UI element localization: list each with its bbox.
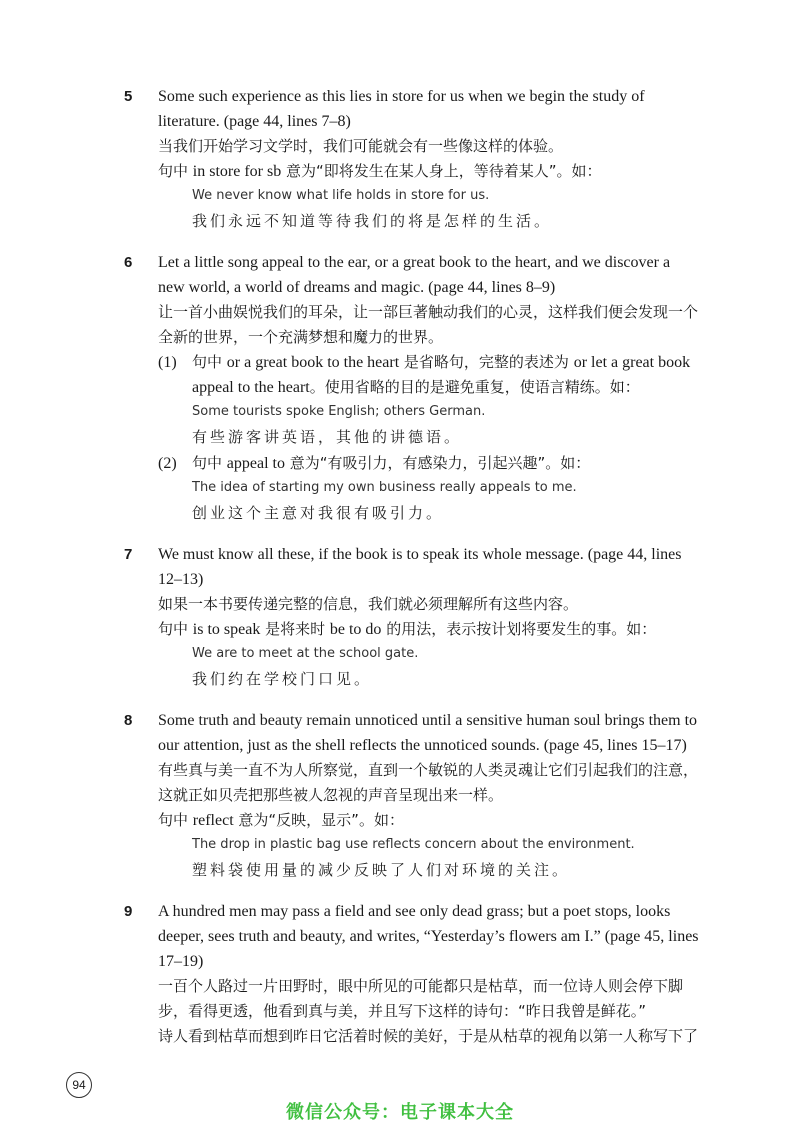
- key-phrase: reflect: [192, 812, 234, 829]
- english-sentence: Let a little song appeal to the ear, or a great book to the heart, and we discover a new world, a world of dreams and magic. (page 44, lines 8–9): [158, 254, 671, 296]
- explanation: 句中 or a great book to the heart 是省略句，完整的表述为 or let a great book appeal to the heart。使用省略的目的是避免重复，使语言精练。如：: [192, 353, 691, 396]
- explanation: 句中 appeal to 意为“有吸引力，有感染力，引起兴趣”。如：: [192, 454, 591, 472]
- explanation-continued: 诗人看到枯草而想到昨日它活着时候的美好，于是从枯草的视角以第一人称写下了: [158, 1027, 699, 1045]
- english-sentence: Some such experience as this lies in store for us when we begin the study of literature. (page 44, lines 7–8): [158, 88, 645, 130]
- item-number: 6: [124, 254, 133, 271]
- example-english: Some tourists spoke English; others German.: [192, 404, 486, 419]
- key-phrase: or let a great book appeal to the heart: [192, 354, 691, 396]
- explanation: 句中 is to speak 是将来时 be to do 的用法，表示按计划将要发生的事。如：: [158, 620, 657, 638]
- item-number: 8: [124, 712, 133, 729]
- sub-note-1: [158, 350, 700, 451]
- english-sentence: We must know all these, if the book is to speak its whole message. (page 44, lines 12–13): [158, 546, 682, 588]
- explanation: 句中 reflect 意为“反映，显示”。如：: [158, 811, 404, 829]
- sub-note-2: [158, 451, 700, 527]
- note-item-8: [124, 708, 700, 884]
- example-english: We are to meet at the school gate.: [192, 646, 419, 661]
- example-chinese: 有些游客讲英语，其他的讲德语。: [192, 428, 463, 446]
- key-phrase: be to do: [329, 621, 382, 638]
- key-phrase: is to speak: [192, 621, 261, 638]
- example-english: The idea of starting my own business really appeals to me.: [192, 480, 577, 495]
- item-number: 5: [124, 88, 133, 105]
- english-sentence: A hundred men may pass a field and see only dead grass; but a poet stops, looks deeper, sees truth and beauty, and writes, “Yesterday’s flowers am I.” (page 45, lines 17–19): [158, 903, 699, 970]
- page-content: [124, 84, 700, 1064]
- item-number: 7: [124, 546, 133, 563]
- key-phrase: in store for sb: [192, 163, 282, 180]
- example-english: We never know what life holds in store for us.: [192, 188, 490, 203]
- chinese-translation: 当我们开始学习文学时，我们可能就会有一些像这样的体验。: [158, 137, 564, 155]
- english-sentence: Some truth and beauty remain unnoticed until a sensitive human soul brings them to our attention, just as the shell reflects the unnoticed sounds. (page 45, lines 15–17): [158, 712, 698, 754]
- sub-label: (2): [158, 455, 177, 472]
- watermark: 微信公众号：电子课本大全: [286, 1102, 514, 1123]
- note-item-7: [124, 542, 700, 693]
- page-number: 94: [66, 1072, 92, 1098]
- example-chinese: 塑料袋使用量的减少反映了人们对环境的关注。: [192, 861, 571, 879]
- note-item-5: [124, 84, 700, 235]
- example-chinese: 创业这个主意对我很有吸引力。: [192, 504, 445, 522]
- chinese-translation: 一百个人路过一片田野时，眼中所见的可能都只是枯草，而一位诗人则会停下脚步，看得更透，他看到真与美，并且写下这样的诗句：“昨日我曾是鲜花。”: [158, 977, 684, 1020]
- example-chinese: 我们约在学校门口见。: [192, 670, 373, 688]
- item-number: 9: [124, 903, 133, 920]
- example-chinese: 我们永远不知道等待我们的将是怎样的生活。: [192, 212, 553, 230]
- chinese-translation: 让一首小曲娱悦我们的耳朵，让一部巨著触动我们的心灵，这样我们便会发现一个全新的世界，一个充满梦想和魔力的世界。: [158, 303, 699, 346]
- key-phrase: appeal to: [226, 455, 285, 472]
- chinese-translation: 如果一本书要传递完整的信息，我们就必须理解所有这些内容。: [158, 595, 579, 613]
- note-item-9: [124, 899, 700, 1049]
- note-item-6: [124, 250, 700, 527]
- explanation: 句中 in store for sb 意为“即将发生在某人身上，等待着某人”。如：: [158, 162, 602, 180]
- example-english: The drop in plastic bag use reflects concern about the environment.: [192, 837, 635, 852]
- chinese-translation: 有些真与美一直不为人所察觉，直到一个敏锐的人类灵魂让它们引起我们的注意，这就正如贝壳把那些被人忽视的声音呈现出来一样。: [158, 761, 699, 804]
- key-phrase: or a great book to the heart: [226, 354, 400, 371]
- sub-label: (1): [158, 354, 177, 371]
